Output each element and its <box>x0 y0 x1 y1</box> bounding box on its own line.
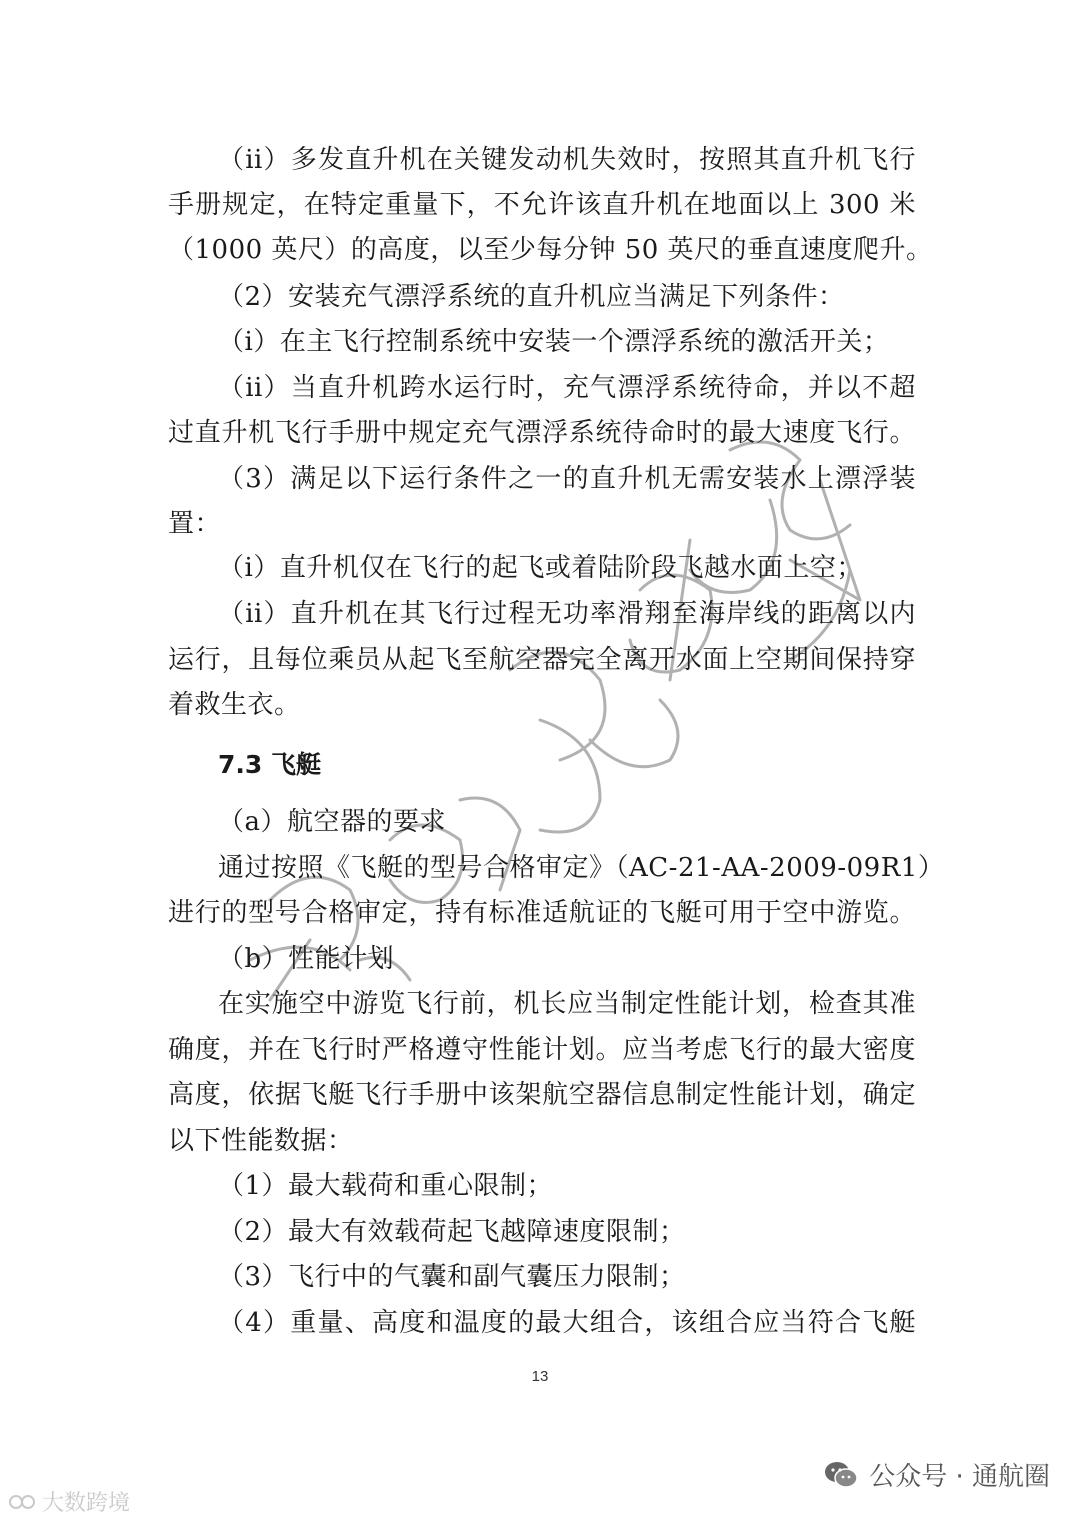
body-line: （a）航空器的要求 <box>218 807 447 837</box>
logo-icon <box>8 1491 36 1513</box>
body-line: （1）最大载荷和重心限制； <box>218 1171 554 1201</box>
body-line: （3）飞行中的气囊和副气囊压力限制； <box>218 1262 686 1292</box>
body-line: 在实施空中游览飞行前，机长应当制定性能计划，检查其准 <box>218 989 916 1019</box>
body-line: （i）直升机仅在飞行的起飞或着陆阶段飞越水面上空； <box>218 553 863 583</box>
page-number: 13 <box>531 1368 549 1385</box>
footer-account <box>823 1456 1050 1493</box>
body-line: 过直升机飞行手册中规定充气漂浮系统待命时的最大速度飞行。 <box>168 418 916 448</box>
body-line: （1000 英尺）的高度，以至少每分钟 50 英尺的垂直速度爬升。 <box>168 235 933 265</box>
body-line: 通过按照《飞艇的型号合格审定》（AC-21-AA-2009-09R1） <box>218 853 945 883</box>
body-line: （i）在主飞行控制系统中安装一个漂浮系统的激活开关； <box>218 327 890 357</box>
body-line: （2）最大有效载荷起飞越障速度限制； <box>218 1217 686 1247</box>
body-line: 手册规定，在特定重量下，不允许该直升机在地面以上 300 米 <box>168 190 916 220</box>
body-line: （ii）当直升机跨水运行时，充气漂浮系统待命，并以不超 <box>218 373 916 403</box>
body-line: 确度，并在飞行时严格遵守性能计划。应当考虑飞行的最大密度 <box>168 1035 916 1065</box>
section-heading: 7.3 飞艇 <box>218 750 321 779</box>
body-line: （2）安装充气漂浮系统的直升机应当满足下列条件： <box>218 282 845 312</box>
body-line: （ii）多发直升机在关键发动机失效时，按照其直升机飞行 <box>218 145 916 175</box>
footer-left-text: 大数跨境 <box>42 1491 131 1516</box>
body-line: 运行，且每位乘员从起飞至航空器完全离开水面上空期间保持穿 <box>168 645 916 675</box>
body-line: 置： <box>168 509 222 539</box>
body-line: 着救生衣。 <box>168 690 301 720</box>
body-line: 高度，依据飞艇飞行手册中该架航空器信息制定性能计划，确定 <box>168 1080 916 1110</box>
body-line: （ii）直升机在其飞行过程无功率滑翔至海岸线的距离以内 <box>218 599 916 629</box>
body-line: 进行的型号合格审定，持有标准适航证的飞艇可用于空中游览。 <box>168 898 916 928</box>
body-line: 以下性能数据： <box>168 1126 354 1156</box>
wechat-icon <box>823 1460 859 1490</box>
body-line: （4）重量、高度和温度的最大组合，该组合应当符合飞艇 <box>218 1308 916 1338</box>
body-line: （3）满足以下运行条件之一的直升机无需安装水上漂浮装 <box>218 464 916 494</box>
body-line: （b）性能计划 <box>218 944 395 974</box>
footer-account-text: 公众号 · 通航圈 <box>869 1462 1050 1492</box>
footer-left-watermark <box>8 1486 130 1517</box>
